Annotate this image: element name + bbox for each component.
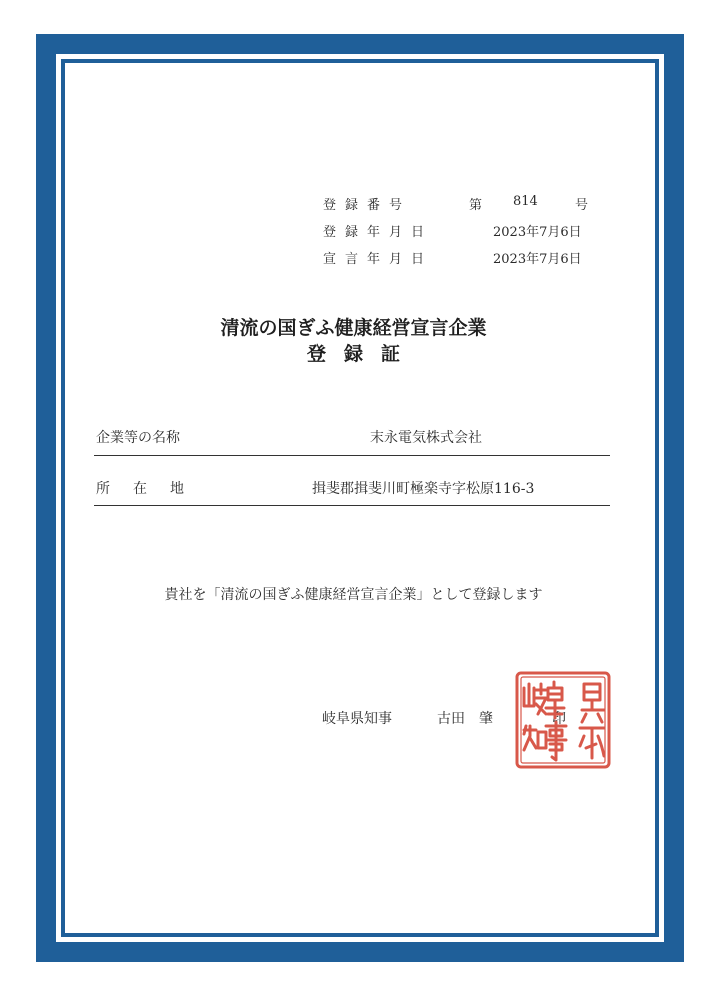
issuer-title: 岐阜県知事 — [322, 711, 392, 727]
registration-number-label: 登録番号 — [323, 198, 412, 213]
declaration-date: 2023年7月6日 — [493, 252, 582, 267]
company-address: 揖斐郡揖斐川町極楽寺字松原116-3 — [312, 481, 535, 497]
divider — [94, 505, 610, 506]
registration-statement: 貴社を「清流の国ぎふ健康経営宣言企業」として登録します — [164, 587, 543, 603]
seal-mark: 印 — [552, 711, 566, 727]
address-label: 所在地 — [96, 481, 207, 497]
company-name: 末永電気株式会社 — [370, 430, 482, 446]
registration-date: 2023年7月6日 — [493, 225, 582, 240]
registration-number: 814 — [513, 194, 538, 209]
declaration-date-label: 宣言年月日 — [323, 252, 434, 267]
registration-number-prefix: 第 — [469, 198, 483, 213]
registration-number-suffix: 号 — [575, 198, 589, 213]
certificate-title: 清流の国ぎふ健康経営宣言企業 — [220, 317, 487, 339]
registration-date-label: 登録年月日 — [323, 225, 434, 240]
official-seal — [514, 670, 612, 770]
certificate-subtitle: 登録証 — [306, 343, 418, 365]
divider — [94, 455, 610, 456]
inner-border — [61, 59, 659, 937]
issuer-name: 古田 肇 — [437, 711, 493, 727]
company-name-label: 企業等の名称 — [96, 430, 180, 446]
